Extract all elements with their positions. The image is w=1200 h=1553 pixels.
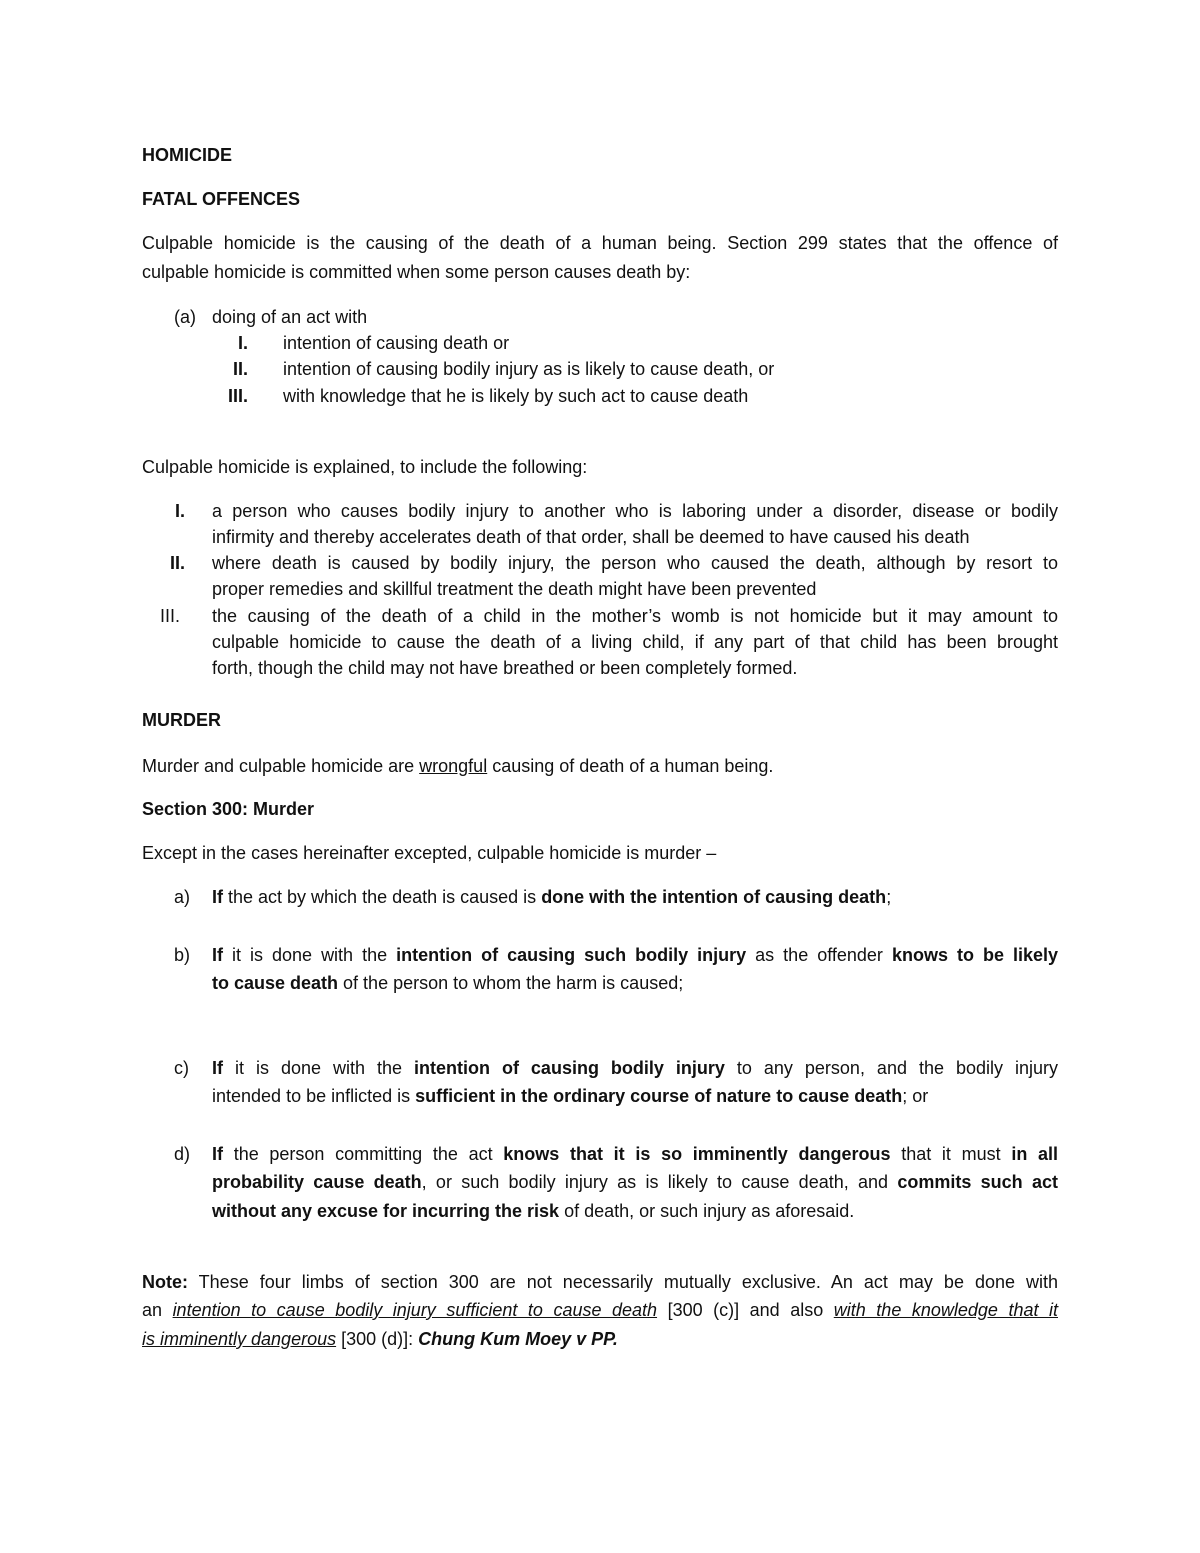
intro-line-2: culpable homicide is committed when some person causes death by: [142, 262, 691, 282]
limb-marker: a) [174, 887, 191, 907]
murder-def-text: causing of death of a human being. [487, 756, 774, 776]
heading-homicide: HOMICIDE [142, 145, 232, 165]
except-line: Except in the cases hereinafter excepted, culpable homicide is murder – [142, 843, 717, 863]
limb-marker: b) [174, 945, 191, 965]
case-citation: Chung Kum Moey v PP. [418, 1329, 618, 1349]
explained-item-line: a person who causes bodily injury to another who is laboring under a disorder, disease or bodily [212, 501, 1058, 521]
heading-murder: MURDER [142, 710, 221, 730]
limb-b-line-2: to cause death of the person to whom the harm is caused; [212, 973, 684, 993]
explained-item-numeral: I. [174, 501, 185, 521]
explained-item-line: where death is caused by bodily injury, the person who caused the death, although by resort to [212, 553, 1058, 573]
explained-item-line: the causing of the death of a child in the mother’s womb is not homicide but it may amount to [212, 606, 1058, 626]
explained-item-numeral: III. [160, 606, 181, 626]
list-a-item-text: intention of causing death or [283, 333, 510, 353]
explained-item-numeral: II. [169, 553, 185, 573]
limb-d-line-2: probability cause death, or such bodily injury as is likely to cause death, and commits such act [212, 1172, 1058, 1192]
limb-a-line: If the act by which the death is caused is done with the intention of causing death; [212, 887, 892, 907]
note-line-1: Note: These four limbs of section 300 are not necessarily mutually exclusive. An act may be done with [142, 1272, 1058, 1292]
limb-marker: c) [174, 1058, 189, 1078]
limb-d-line-1: If the person committing the act knows that it is so imminently dangerous that it must in all [212, 1144, 1059, 1164]
list-a-item-numeral: I. [237, 333, 248, 353]
explained-item-line: proper remedies and skillful treatment the death might have been prevented [212, 579, 817, 599]
heading-fatal-offences: FATAL OFFENCES [142, 189, 301, 209]
list-a-item-numeral: III. [227, 386, 248, 406]
explained-item-line: culpable homicide to cause the death of a living child, if any part of that child has been brought [212, 632, 1058, 652]
list-a-text: doing of an act with [212, 307, 368, 327]
limb-d-line-3: without any excuse for incurring the risk of death, or such injury as aforesaid. [212, 1201, 855, 1221]
intro-line-1: Culpable homicide is the causing of the death of a human being. Section 299 states that the offence of [142, 233, 1058, 253]
list-a-item-numeral: II. [232, 359, 248, 379]
murder-def-underlined: wrongful [419, 756, 488, 776]
note-line-2: an intention to cause bodily injury sufficient to cause death [300 (c)] and also with the knowledge that it [142, 1300, 1058, 1320]
explained-item-line: infirmity and thereby accelerates death of that order, shall be deemed to have caused his death [212, 527, 970, 547]
murder-definition [142, 753, 773, 779]
limb-c-line-2: intended to be inflicted is sufficient in the ordinary course of nature to cause death; or [212, 1086, 929, 1106]
list-a-item-text: intention of causing bodily injury as is likely to cause death, or [283, 359, 775, 379]
list-a-marker: (a) [174, 307, 196, 327]
limb-c-line-1: If it is done with the intention of causing bodily injury to any person, and the bodily injury [212, 1058, 1058, 1078]
explained-item-line: forth, though the child may not have breathed or been completely formed. [212, 658, 798, 678]
note-line-3: is imminently dangerous [300 (d)]: Chung Kum Moey v PP. [142, 1329, 618, 1349]
limb-marker: d) [174, 1144, 191, 1164]
list-a-item-text: with knowledge that he is likely by such act to cause death [283, 386, 749, 406]
note-label: Note: [142, 1272, 188, 1292]
murder-def-text: Murder and culpable homicide are [142, 756, 420, 776]
explained-intro: Culpable homicide is explained, to include the following: [142, 457, 588, 477]
heading-section-300: Section 300: Murder [142, 799, 315, 819]
limb-b-line-1: If it is done with the intention of causing such bodily injury as the offender knows to be likely [212, 945, 1058, 965]
